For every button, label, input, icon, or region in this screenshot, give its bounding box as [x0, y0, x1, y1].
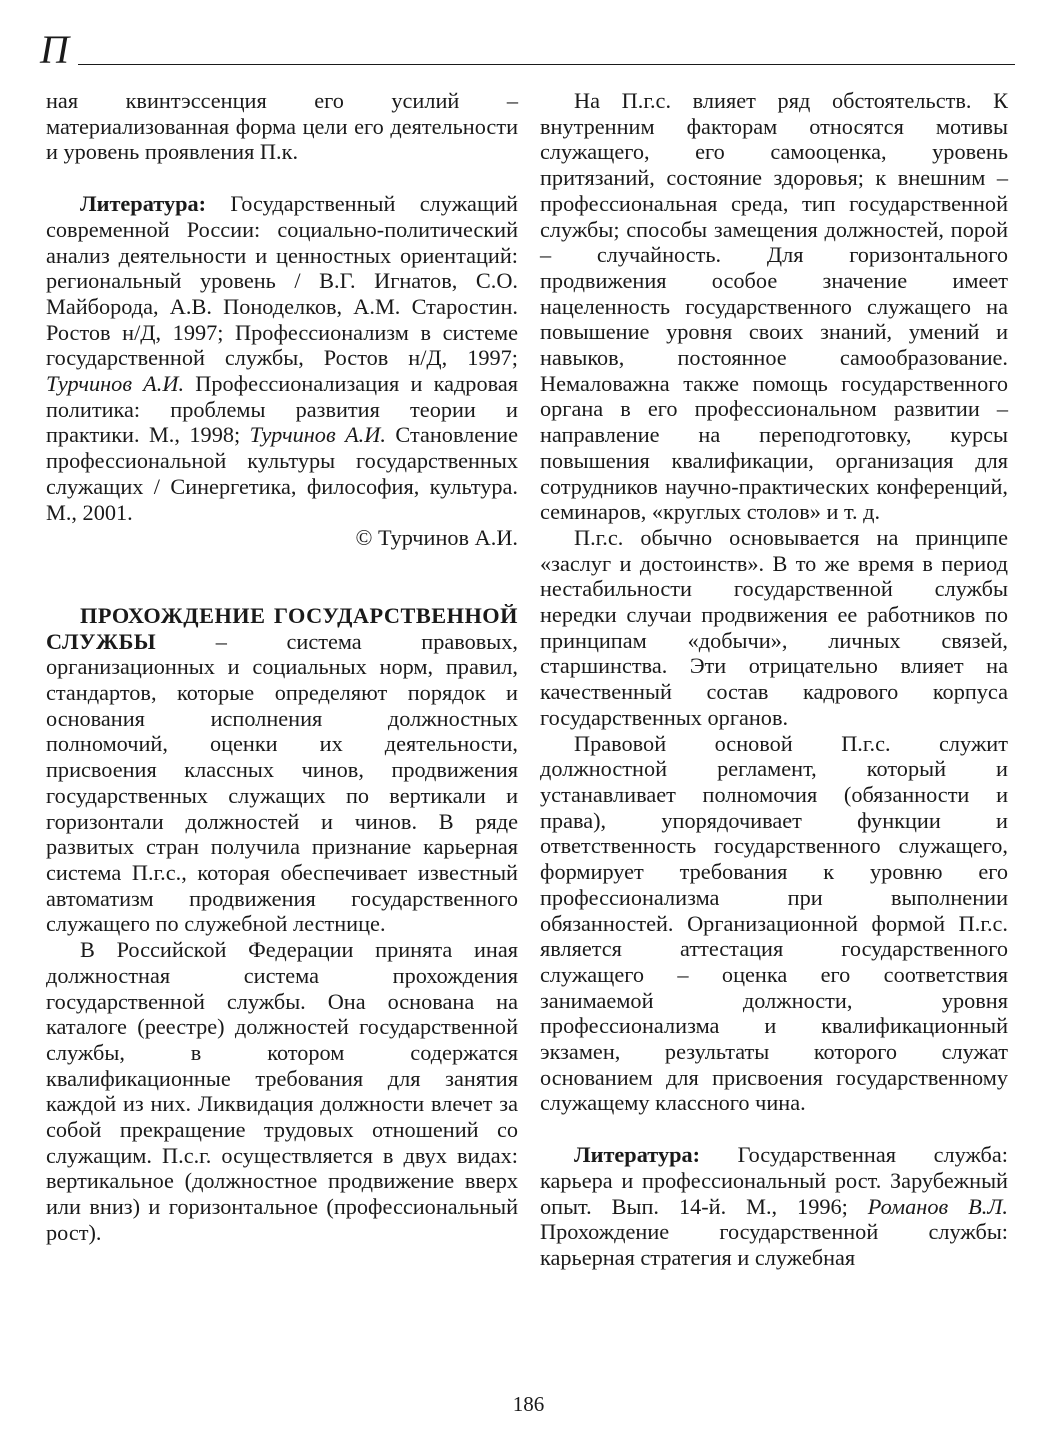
- bibliography-2: [540, 1142, 1008, 1271]
- paragraph-legal-basis: Правовой основой П.г.с. служит должностной регламент, который и устанавливает полномочия (обязанности и права), упорядочивает функции и ответственность государственного служащего, формирует требования к уровню его профессионализма при выполнении обязанностей. Организационной формой П.г.с. является аттестация государственного служащего – оценка его соответствия занимаемой должности, уровня профессионализма и квалификационный экзамен, результаты которого служат основанием для присвоения государственному служащему классного чина.: [540, 730, 1008, 1116]
- bibliography-text: Становление профессиональной культуры государственных служащих / Синергетика, философия, культура. М., 2001.: [46, 422, 518, 525]
- header-rule: [78, 64, 1015, 65]
- right-column: [540, 88, 1008, 1271]
- bibliography-label: Литература:: [574, 1142, 701, 1168]
- bibliography-text: Прохождение государственной службы: карьерная стратегия и служебная: [540, 1219, 1008, 1270]
- bibliography-text: Государственный служащий современной России: социально-политический анализ деятельности и ценностных ориентаций: региональный уровень / В.Г. Игнатов, С.О. Майборода, А.В. Поноделков, А.М. Старостин. Ростов н/Д, 1997; Профессионализм в системе государственной службы, Ростов н/Д, 1997;: [46, 191, 518, 371]
- bibliography-label: Литература:: [80, 191, 207, 217]
- bibliography-text: Профессионализация и кадровая политика: проблемы развития теории и практики. М., 1998;: [46, 371, 518, 448]
- bibliography-author: Романов В.Л.: [867, 1193, 1008, 1219]
- entry-definition: – система правовых, организационных и социальных норм, правил, стандартов, которые определяют порядок и основания исполнения должностных полномочий, оценки их деятельности, присвоения классных чинов, продвижения государственных служащих по вертикали и горизонтали должностей и чинов. В ряде развитых стран получила признание карьерная система П.г.с., которая обеспечивает известный автоматизм продвижения государственного служащего по служебной лестнице.: [46, 628, 518, 937]
- paragraph-intro: ная квинтэссенция его усилий – материализованная форма цели его деятельности и уровень проявления П.к.: [46, 88, 518, 165]
- paragraph-factors: На П.г.с. влияет ряд обстоятельств. К внутренним факторам относятся мотивы служащего, его самооценка, уровень притязаний, состояние здоровья; к внешним – профессиональная среда, тип государственной службы; способы замещения должностей, порой – случайность. Для горизонтального продвижения особое значение имеет нацеленность государственного служащего на повышение уровня своих знаний, умений и навыков, постоянное самообразование. Немаловажна также помощь государственного органа в его профессиональном развитии – направление на переподготовку, курсы повышения квалификации, организация для сотрудников научно-практических конференций, семинаров, «круглых столов» и т. д.: [540, 88, 1008, 525]
- bibliography-1: [46, 191, 518, 525]
- bibliography-author: Турчинов А.И.: [249, 422, 386, 448]
- author-signature: © Турчинов А.И.: [355, 525, 518, 551]
- paragraph-rf: В Российской Федерации принята иная должностная система прохождения государственной службы. Она основана на каталоге (реестре) должностей государственной службы, в котором содержатся квалификационные требования для занятия каждой из них. Ликвидация должности влечет за собой прекращение трудовых отношений со служащим. П.с.г. осуществляется в двух видах: вертикальное (должностное продвижение вверх или вниз) и горизонтальное (профессиональный рост).: [46, 937, 518, 1245]
- dictionary-entry: [46, 603, 518, 937]
- section-letter: П: [40, 27, 69, 72]
- page-number: 186: [512, 1392, 545, 1416]
- bibliography-author: Турчинов А.И.: [46, 371, 185, 397]
- entry-term: ПРОХОЖДЕНИЕ ГОСУДАРСТВЕННОЙ СЛУЖБЫ: [46, 602, 518, 654]
- bibliography-text: Государственная служба: карьера и профессиональный рост. Зарубежный опыт. Вып. 14-й. М., 1996;: [540, 1142, 1008, 1219]
- left-column: [46, 88, 518, 1246]
- paragraph-merit: П.г.с. обычно основывается на принципе «заслуг и достоинств». В то же время в период нестабильности государственной службы нередки случаи продвижения ее работников по принципам «добычи», личных связей, старшинства. Эти отрицательно влияет на качественный состав кадрового корпуса государственных органов.: [540, 524, 1008, 730]
